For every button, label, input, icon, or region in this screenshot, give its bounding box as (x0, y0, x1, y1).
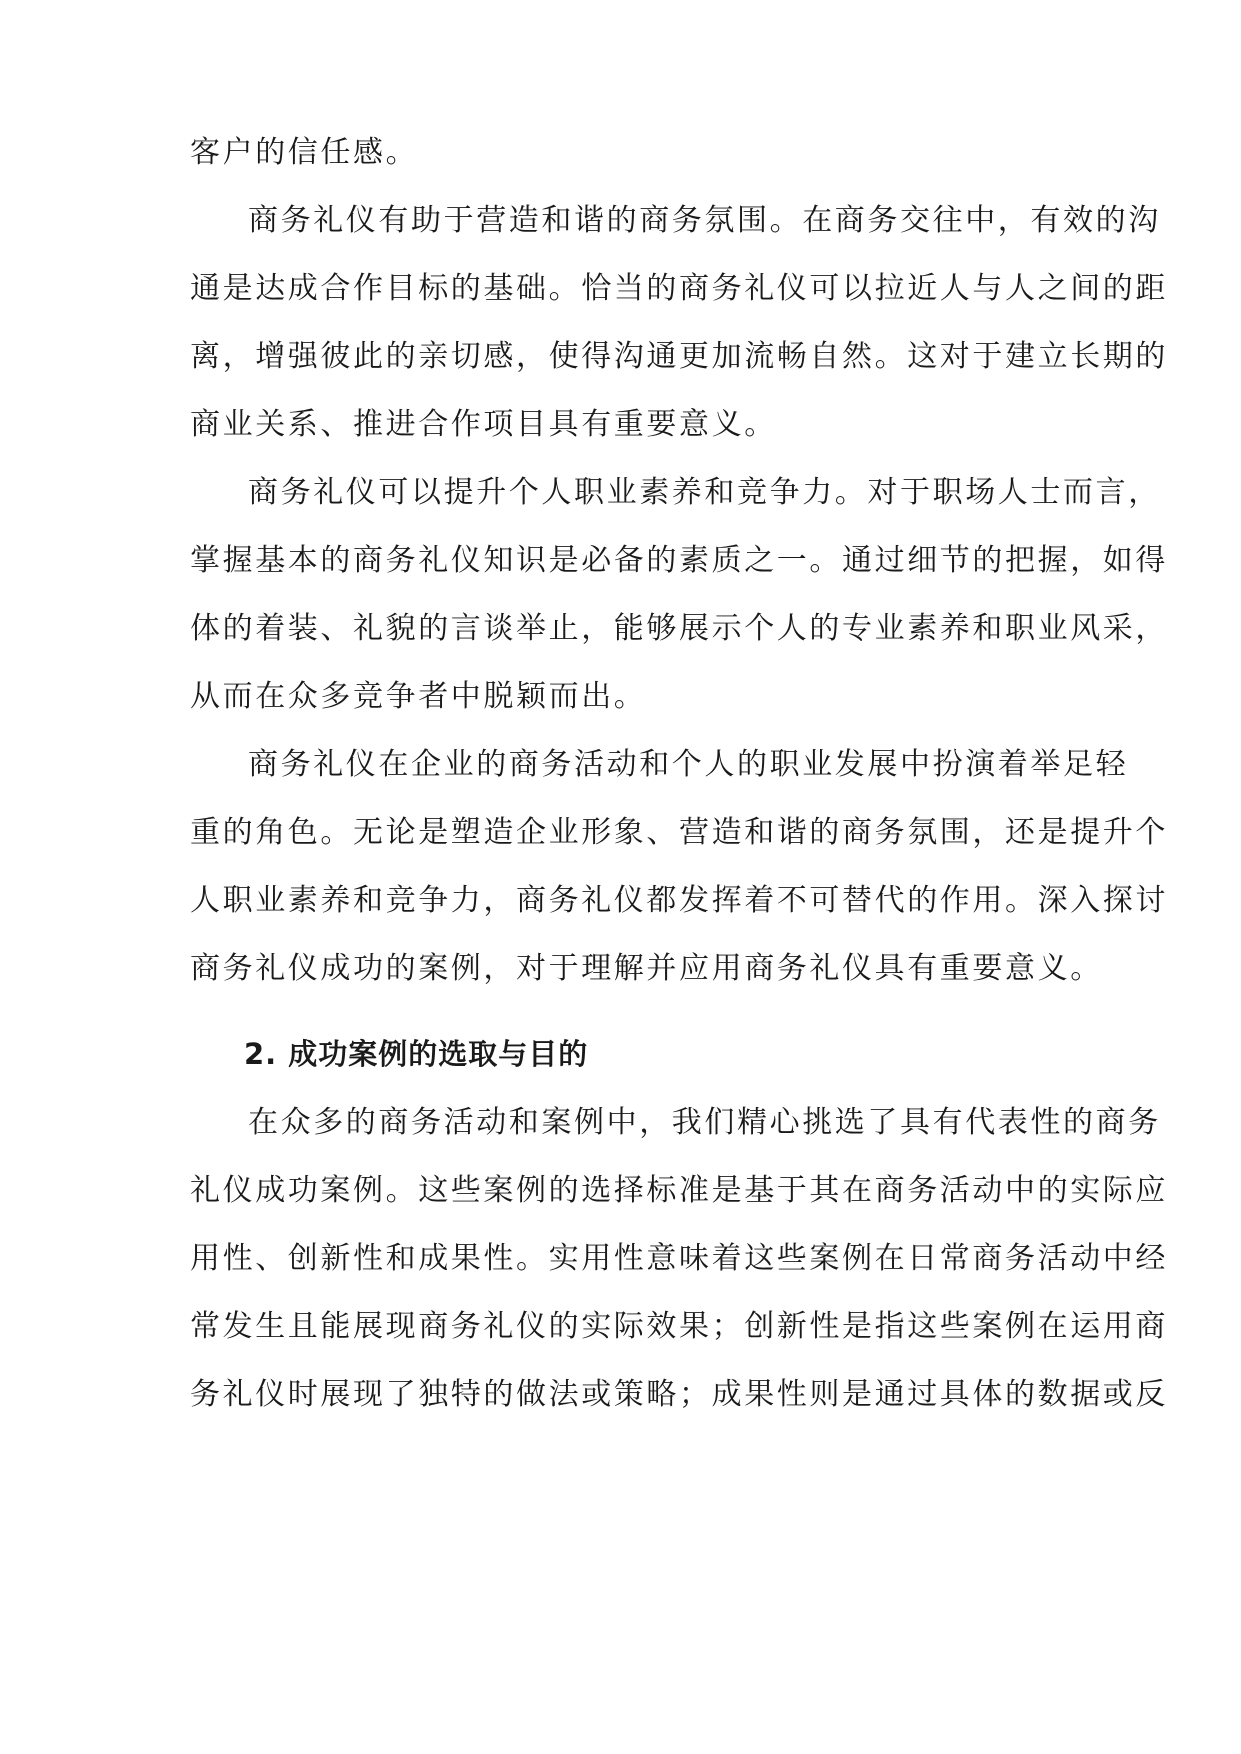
paragraph-line: 商务礼仪成功的案例，对于理解并应用商务礼仪具有重要意义。 (190, 951, 1103, 986)
paragraph-line: 商务礼仪有助于营造和谐的商务氛围。在商务交往中，有效的沟 (248, 203, 1161, 238)
paragraph-line: 离，增强彼此的亲切感，使得沟通更加流畅自然。这对于建立长期的 (190, 339, 1168, 374)
section-heading: 2. 成功案例的选取与目的 (244, 1037, 589, 1071)
paragraph-line: 体的着装、礼貌的言谈举止，能够展示个人的专业素养和职业风采， (190, 611, 1168, 646)
paragraph-line: 重的角色。无论是塑造企业形象、营造和谐的商务氛围，还是提升个 (190, 815, 1168, 850)
paragraph-line: 从而在众多竞争者中脱颖而出。 (190, 679, 647, 714)
paragraph-line: 商业关系、推进合作项目具有重要意义。 (190, 407, 777, 442)
paragraph-line: 商务礼仪在企业的商务活动和个人的职业发展中扮演着举足轻 (248, 747, 1129, 782)
paragraph-line: 务礼仪时展现了独特的做法或策略；成果性则是通过具体的数据或反 (190, 1377, 1168, 1412)
paragraph-line: 在众多的商务活动和案例中，我们精心挑选了具有代表性的商务 (248, 1105, 1161, 1140)
paragraph-line: 常发生且能展现商务礼仪的实际效果；创新性是指这些案例在运用商 (190, 1309, 1168, 1344)
paragraph-line: 客户的信任感。 (190, 135, 419, 170)
paragraph-line: 商务礼仪可以提升个人职业素养和竞争力。对于职场人士而言， (248, 475, 1161, 510)
paragraph-line: 人职业素养和竞争力，商务礼仪都发挥着不可替代的作用。深入探讨 (190, 883, 1168, 918)
paragraph-line: 用性、创新性和成果性。实用性意味着这些案例在日常商务活动中经 (190, 1241, 1168, 1276)
paragraph-line: 礼仪成功案例。这些案例的选择标准是基于其在商务活动中的实际应 (190, 1173, 1168, 1208)
paragraph-line: 通是达成合作目标的基础。恰当的商务礼仪可以拉近人与人之间的距 (190, 271, 1168, 306)
paragraph-line: 掌握基本的商务礼仪知识是必备的素质之一。通过细节的把握，如得 (190, 543, 1168, 578)
